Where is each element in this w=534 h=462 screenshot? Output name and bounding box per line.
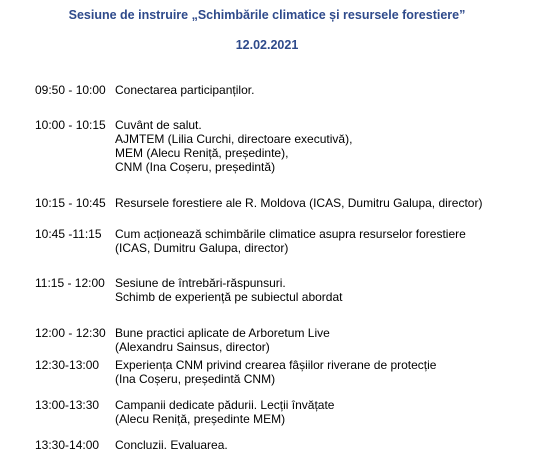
- agenda-description: [115, 358, 436, 386]
- agenda-line: CNM (Ina Coșeru, președintă): [115, 160, 276, 174]
- agenda-line: Experiența CNM privind crearea fâșiilor riverane de protecție: [115, 358, 437, 372]
- agenda-description: [115, 398, 334, 426]
- agenda-description: [115, 438, 228, 452]
- agenda-line: Campanii dedicate pădurii. Lecții învățate: [115, 398, 335, 412]
- agenda-line: (ICAS, Dumitru Galupa, director): [115, 241, 289, 255]
- agenda-time: 09:50 - 10:00: [35, 83, 106, 97]
- agenda-time: 13:00-13:30: [35, 398, 100, 412]
- agenda-line: (Alecu Reniță, președinte MEM): [115, 412, 286, 426]
- agenda-description: [115, 276, 342, 304]
- agenda-line: Cum acționează schimbările climatice asupra resurselor forestiere: [115, 227, 466, 241]
- page-title: Sesiune de instruire „Schimbările climatice și resursele forestiere”: [68, 8, 466, 22]
- agenda-line: Bune practici aplicate de Arboretum Live: [115, 326, 330, 340]
- agenda-line: Resursele forestiere ale R. Moldova (ICAS, Dumitru Galupa, director): [115, 196, 483, 210]
- agenda-description: [115, 227, 466, 255]
- agenda-time: 12:00 - 12:30: [35, 326, 106, 340]
- agenda-time: 11:15 - 12:00: [35, 276, 105, 290]
- agenda-description: [115, 83, 254, 97]
- agenda-time: 12:30-13:00: [35, 358, 100, 372]
- agenda-time: 10:45 -11:15: [35, 227, 102, 241]
- agenda-line: Cuvânt de salut.: [115, 118, 202, 132]
- agenda-description: [115, 118, 352, 174]
- agenda-time: 13:30-14:00: [35, 438, 100, 452]
- agenda-line: AJMTEM (Lilia Curchi, directoare executivă),: [115, 132, 353, 146]
- agenda-description: [115, 196, 482, 210]
- agenda-line: (Alexandru Sainsus, director): [115, 340, 270, 354]
- agenda-line: Schimb de experiență pe subiectul abordat: [115, 290, 343, 304]
- agenda-description: [115, 326, 330, 354]
- agenda-line: MEM (Alecu Reniță, președinte),: [115, 146, 289, 160]
- session-date: 12.02.2021: [235, 38, 299, 52]
- agenda-line: Concluzii. Evaluarea.: [115, 438, 228, 452]
- agenda-time: 10:15 - 10:45: [35, 196, 106, 210]
- agenda-time: 10:00 - 10:15: [35, 118, 106, 132]
- agenda-line: Sesiune de întrebări-răspunsuri.: [115, 276, 286, 290]
- agenda-line: Conectarea participanților.: [115, 83, 255, 97]
- agenda-line: (Ina Coșeru, președintă CNM): [115, 372, 276, 386]
